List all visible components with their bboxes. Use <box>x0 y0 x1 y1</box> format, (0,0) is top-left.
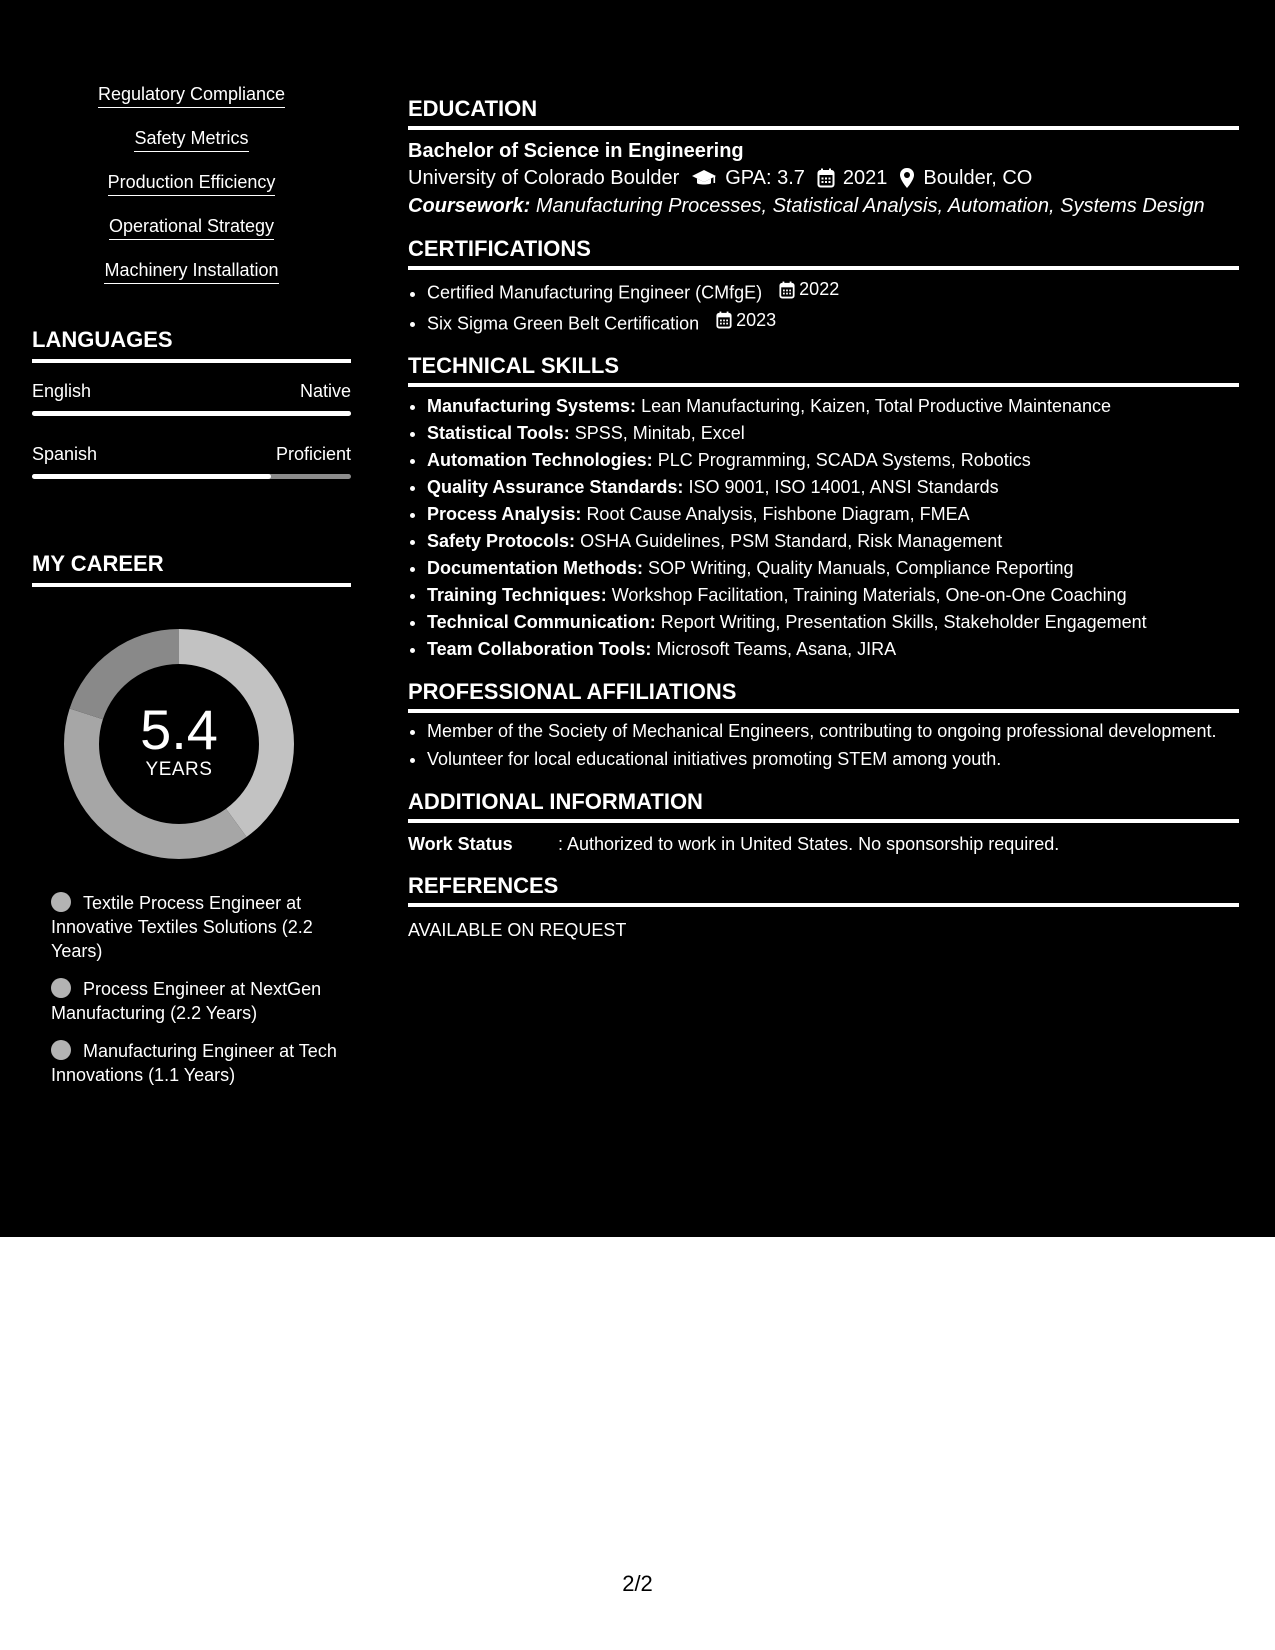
career-role-item <box>51 1039 341 1087</box>
language-row <box>32 442 351 479</box>
languages-section <box>32 325 351 479</box>
career-years-unit: YEARS <box>145 759 213 780</box>
additional-info-heading: ADDITIONAL INFORMATION <box>408 787 1239 823</box>
skill-category: Documentation Methods: <box>427 558 643 578</box>
skill-category: Automation Technologies: <box>427 450 653 470</box>
right-column <box>408 94 1239 957</box>
skill-category: Technical Communication: <box>427 612 656 632</box>
affiliations-list <box>408 719 1239 773</box>
left-column <box>32 82 351 1101</box>
skill-item <box>427 474 1239 501</box>
calendar-icon <box>779 281 795 299</box>
language-proficiency-fill <box>32 474 271 479</box>
education-meta <box>408 164 1239 192</box>
affiliation-item: • Volunteer for local educational initiatives promoting STEM among youth. <box>427 746 1239 773</box>
skill-values: Microsoft Teams, Asana, JIRA <box>656 639 897 659</box>
skill-category: Safety Protocols: <box>427 531 576 551</box>
skill-item <box>427 393 1239 420</box>
skill-item <box>427 447 1239 474</box>
skill-tag: Production Efficiency <box>108 170 276 196</box>
career-role-text: Manufacturing Engineer at Tech Innovations (1.1 Years) <box>51 1041 337 1085</box>
certification-year: 2023 <box>736 309 777 330</box>
skill-values: Lean Manufacturing, Kaizen, Total Productive Maintenance <box>641 396 1112 416</box>
references-heading: REFERENCES <box>408 871 1239 907</box>
skill-values: PLC Programming, SCADA Systems, Robotics <box>657 450 1031 470</box>
skill-tag: Safety Metrics <box>134 126 248 152</box>
skill-category: Team Collaboration Tools: <box>427 639 652 659</box>
language-proficiency-fill <box>32 411 351 416</box>
certifications-section <box>408 234 1239 337</box>
skill-values: OSHA Guidelines, PSM Standard, Risk Management <box>580 531 1003 551</box>
education-section <box>408 94 1239 220</box>
language-name: Spanish <box>32 444 98 464</box>
languages-heading: LANGUAGES <box>32 325 351 363</box>
career-total-years: 5.4 <box>140 698 218 761</box>
technical-skills-list <box>408 393 1239 663</box>
skill-category: Statistical Tools: <box>427 423 570 443</box>
degree-title: Bachelor of Science in Engineering <box>408 140 744 162</box>
skill-item <box>427 420 1239 447</box>
skill-item <box>427 582 1239 609</box>
language-proficiency-bar <box>32 411 351 416</box>
graduation-cap-icon <box>691 168 717 188</box>
language-level: Proficient <box>275 444 351 464</box>
references-text: AVAILABLE ON REQUEST <box>408 920 627 940</box>
location-pin-icon <box>899 167 915 189</box>
education-heading: EDUCATION <box>408 94 1239 130</box>
career-legend-dot <box>51 1040 71 1060</box>
career-legend-dot <box>51 892 71 912</box>
coursework-label: Coursework: <box>408 195 531 217</box>
work-status-value: : Authorized to work in United States. No sponsorship required. <box>558 834 1060 854</box>
school-location: Boulder, CO <box>923 167 1033 189</box>
skill-values: SOP Writing, Quality Manuals, Compliance Reporting <box>648 558 1074 578</box>
school-name: University of Colorado Boulder <box>408 167 680 189</box>
skill-item <box>427 609 1239 636</box>
skill-category: Quality Assurance Standards: <box>427 477 684 497</box>
career-legend-dot <box>51 978 71 998</box>
skill-item <box>427 528 1239 555</box>
calendar-icon <box>716 311 732 329</box>
language-row <box>32 379 351 416</box>
affiliations-section <box>408 677 1239 773</box>
career-role-text: Process Engineer at NextGen Manufacturing (2.2 Years) <box>51 979 322 1023</box>
skill-tag: Machinery Installation <box>104 258 278 284</box>
career-donut-center <box>64 629 294 859</box>
certification-year: 2022 <box>799 279 840 299</box>
affiliation-item: • Member of the Society of Mechanical Engineers, contributing to ongoing professional development. <box>427 719 1239 743</box>
skill-tag-list <box>32 82 351 302</box>
skill-tag: Operational Strategy <box>109 214 274 240</box>
page-number: 2/2 <box>622 1571 653 1596</box>
skill-category: Manufacturing Systems: <box>427 396 637 416</box>
coursework-list: Manufacturing Processes, Statistical Analysis, Automation, Systems Design <box>535 195 1205 217</box>
skill-category: Process Analysis: <box>427 504 582 524</box>
certifications-list <box>408 276 1239 337</box>
calendar-icon <box>817 168 835 188</box>
language-level: Native <box>299 381 351 401</box>
career-role-list <box>32 891 341 1087</box>
skill-values: ISO 9001, ISO 14001, ANSI Standards <box>688 477 999 497</box>
career-role-text: Textile Process Engineer at Innovative Textiles Solutions (2.2 Years) <box>51 893 313 961</box>
technical-skills-section <box>408 351 1239 663</box>
skill-item <box>427 555 1239 582</box>
career-heading: MY CAREER <box>32 549 351 587</box>
graduation-year: 2021 <box>842 167 888 189</box>
skill-values: Root Cause Analysis, Fishbone Diagram, FMEA <box>586 504 970 524</box>
certification-item <box>427 276 1239 307</box>
technical-skills-heading: TECHNICAL SKILLS <box>408 351 1239 387</box>
career-role-item <box>51 977 341 1025</box>
work-status-label: Work Status <box>408 834 513 854</box>
skill-values: Workshop Facilitation, Training Materials, One-on-One Coaching <box>611 585 1127 605</box>
gpa-value: GPA: 3.7 <box>725 167 805 189</box>
references-section <box>408 871 1239 943</box>
affiliations-heading: PROFESSIONAL AFFILIATIONS <box>408 677 1239 713</box>
skill-values: SPSS, Minitab, Excel <box>574 423 745 443</box>
skill-values: Report Writing, Presentation Skills, Stakeholder Engagement <box>660 612 1147 632</box>
skill-item <box>427 636 1239 663</box>
certification-item <box>427 307 1239 338</box>
certification-name: Six Sigma Green Belt Certification <box>427 313 700 333</box>
skill-category: Training Techniques: <box>427 585 607 605</box>
skill-tag: Regulatory Compliance <box>98 82 285 108</box>
additional-info-section <box>408 787 1239 857</box>
language-proficiency-bar <box>32 474 351 479</box>
coursework <box>408 192 1239 220</box>
career-donut-chart <box>64 629 294 859</box>
work-status-row <box>408 831 1239 857</box>
certifications-heading: CERTIFICATIONS <box>408 234 1239 270</box>
career-section <box>32 549 351 1087</box>
career-role-item <box>51 891 341 963</box>
language-name: English <box>32 381 92 401</box>
skill-item <box>427 501 1239 528</box>
certification-name: Certified Manufacturing Engineer (CMfgE) <box>427 282 763 303</box>
